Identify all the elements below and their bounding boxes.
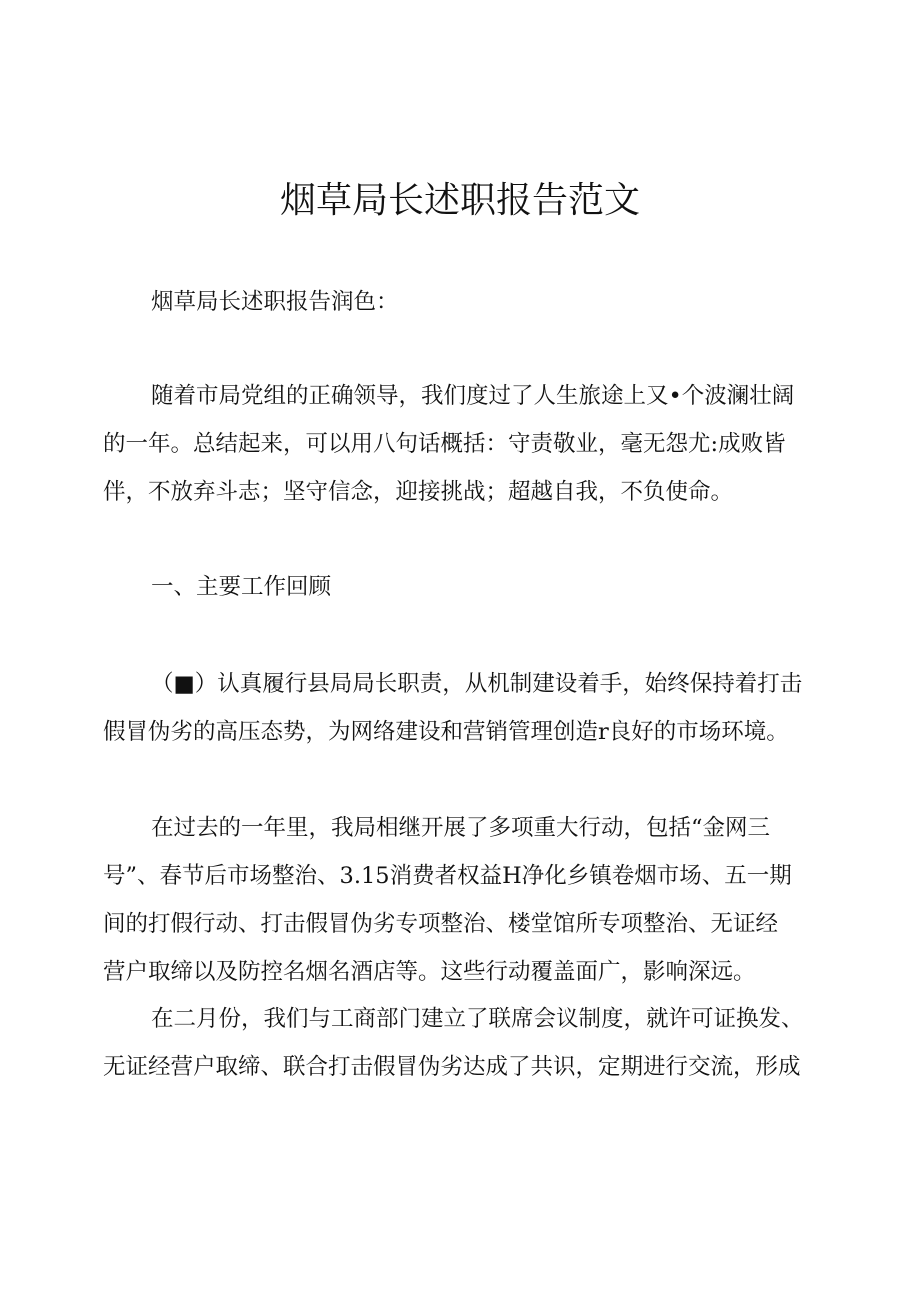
paragraph-line: 在二月份，我们与工商部门建立了联席会议制度，就许可证换发、 — [151, 1006, 804, 1032]
paragraph-intro — [103, 278, 823, 326]
section-heading-text: 一、主要工作回顾 — [151, 574, 332, 600]
paragraph-line: 假冒伪劣的高压态势，为网络建设和营销管理创造r良好的市场环境。 — [103, 719, 789, 745]
paragraph-section-1 — [103, 660, 823, 756]
document-title: 烟草局长述职报告范文 — [279, 180, 640, 221]
paragraph-line: 伴，不放弃斗志；坚守信念，迎接挑战；超越自我，不负使命。 — [103, 479, 734, 505]
section-heading — [103, 563, 823, 611]
paragraph-actions — [103, 804, 823, 996]
paragraph-line: （■）认真履行县局局长职责，从机制建设着手，始终保持着打击 — [151, 671, 803, 697]
paragraph-line: 在过去的一年里，我局相继开展了多项重大行动，包括“金网三 — [151, 815, 771, 841]
paragraph-summary — [103, 372, 823, 516]
paragraph-line: 营户取缔以及防控名烟名酒店等。这些行动覆盖面广，影响深远。 — [103, 959, 756, 985]
paragraph-line: 的一年。总结起来，可以用八句话概括：守责敬业，毫无怨尤:成败皆 — [103, 431, 786, 457]
paragraph-line: 烟草局长述职报告润色： — [151, 289, 399, 315]
paragraph-line: 无证经营户取缔、联合打击假冒伪劣达成了共识，定期进行交流，形成 — [103, 1054, 801, 1080]
paragraph-line: 间的打假行动、打击假冒伪劣专项整治、楼堂馆所专项整治、无证经 — [103, 911, 779, 937]
paragraph-february — [103, 995, 823, 1091]
paragraph-line: 号”、春节后市场整治、3.15消费者权益H净化乡镇卷烟市场、五一期 — [103, 863, 792, 889]
paragraph-line: 随着市局党组的正确领导，我们度过了人生旅途上又•个波澜壮阔 — [151, 383, 795, 409]
